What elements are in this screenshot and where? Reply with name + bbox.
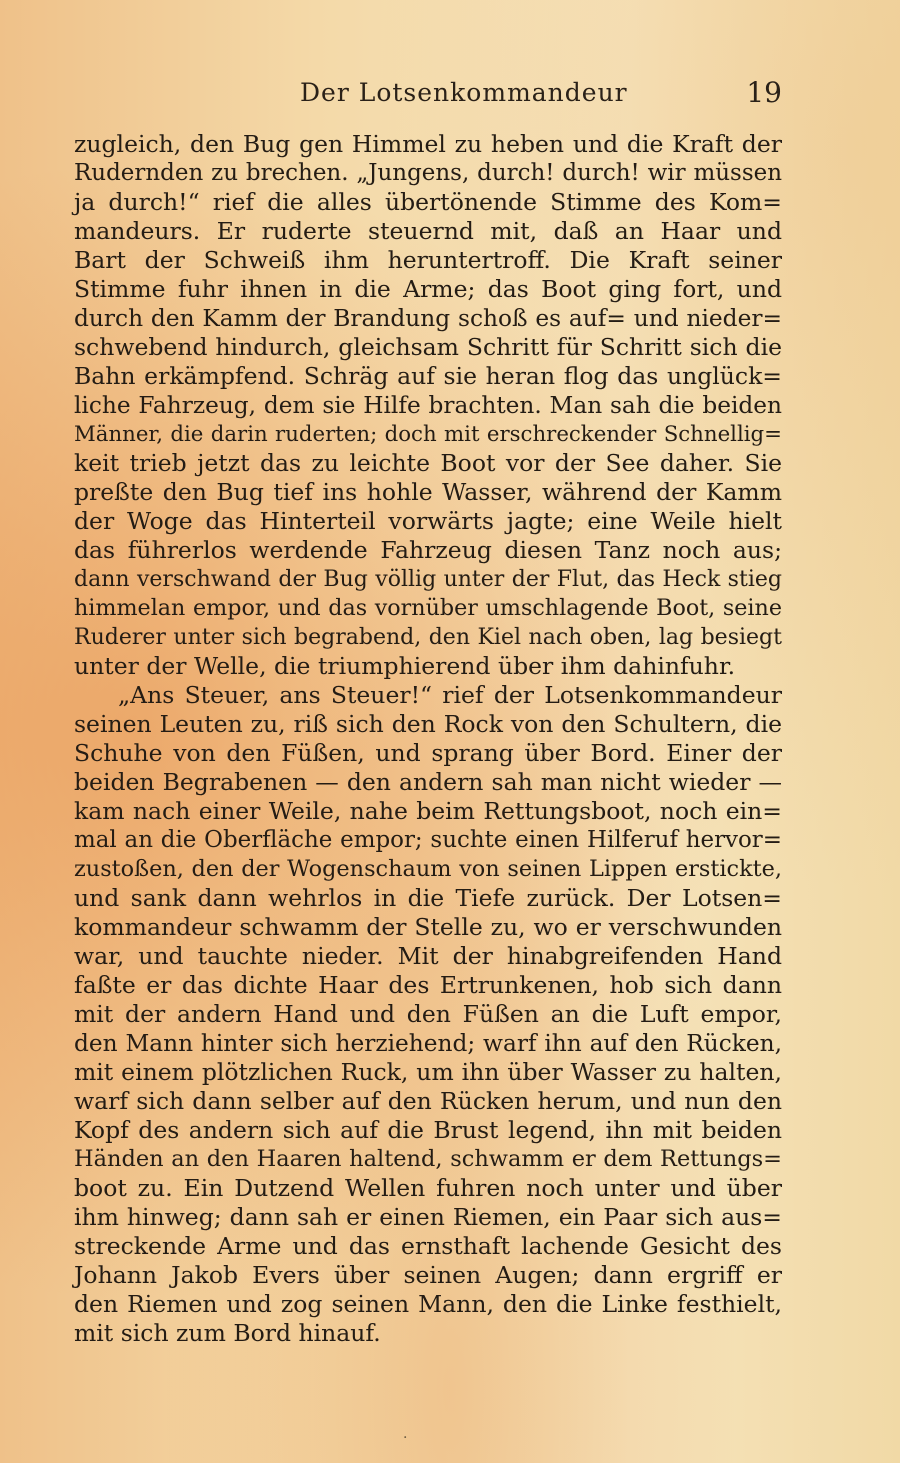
text-line: und sank dann wehrlos in die Tiefe zurück. Der Lotsen= xyxy=(74,884,782,912)
text-line: Ruderer unter sich begrabend, den Kiel nach oben, lag besiegt xyxy=(74,625,782,650)
paragraph-start-line: „Ans Steuer, ans Steuer!“ rief der Lotsenkommandeur xyxy=(118,681,782,709)
text-line: streckende Arme und das ernsthaft lachende Gesicht des xyxy=(74,1232,782,1260)
text-line: mit einem plötzlichen Ruck, um ihn über Wasser zu halten, xyxy=(74,1058,782,1086)
text-line: ja durch!“ rief die alles übertönende Stimme des Kom= xyxy=(74,188,782,216)
text-line: Bart der Schweiß ihm heruntertroff. Die Kraft seiner xyxy=(74,246,782,274)
text-line: Bahn erkämpfend. Schräg auf sie heran flog das unglück= xyxy=(74,362,782,390)
text-line: Rudernden zu brechen. „Jungens, durch! durch! wir müssen xyxy=(74,160,782,186)
text-line: warf sich dann selber auf den Rücken herum, und nun den xyxy=(74,1087,782,1115)
text-line: himmelan empor, und das vornüber umschlagende Boot, seine xyxy=(74,595,782,621)
text-line: der Woge das Hinterteil vorwärts jagte; eine Weile hielt xyxy=(74,507,782,535)
text-line: schwebend hindurch, gleichsam Schritt für Schritt sich die xyxy=(74,333,782,361)
text-line: Johann Jakob Evers über seinen Augen; dann ergriff er xyxy=(74,1261,782,1289)
page-number: 19 xyxy=(746,76,782,109)
text-line: dann verschwand der Bug völlig unter der Flut, das Heck stieg xyxy=(74,567,782,592)
running-title: Der Lotsenkommandeur xyxy=(300,78,628,107)
text-line: Händen an den Haaren haltend, schwamm er dem Rettungs= xyxy=(74,1146,782,1172)
text-line: boot zu. Ein Dutzend Wellen fuhren noch unter und über xyxy=(74,1174,782,1202)
text-line: faßte er das dichte Haar des Ertrunkenen, hob sich dann xyxy=(74,971,782,999)
text-line: beiden Begrabenen — den andern sah man nicht wieder — xyxy=(74,768,782,796)
text-line: durch den Kamm der Brandung schoß es auf= und nieder= xyxy=(74,305,782,332)
text-line: Männer, die darin ruderten; doch mit erschreckender Schnellig= xyxy=(74,422,782,447)
text-line: mit der andern Hand und den Füßen an die Luft empor, xyxy=(74,1000,782,1028)
paragraph-end-line: unter der Welle, die triumphierend über ihm dahinfuhr. xyxy=(74,652,736,680)
text-line: kam nach einer Weile, nahe beim Rettungsboot, noch ein= xyxy=(74,797,782,825)
text-line: Kopf des andern sich auf die Brust legend, ihn mit beiden xyxy=(74,1116,782,1144)
text-line: keit trieb jetzt das zu leichte Boot vor der See daher. Sie xyxy=(74,449,782,477)
text-line: Stimme fuhr ihnen in die Arme; das Boot ging fort, und xyxy=(74,275,782,303)
body-text xyxy=(74,130,782,1348)
text-line: preßte den Bug tief ins hohle Wasser, während der Kamm xyxy=(74,478,782,506)
text-line: Schuhe von den Füßen, und sprang über Bord. Einer der xyxy=(74,739,782,767)
text-line: mandeurs. Er ruderte steuernd mit, daß an Haar und xyxy=(74,217,782,245)
paper-speck: · xyxy=(403,1430,408,1446)
text-line: war, und tauchte nieder. Mit der hinabgreifenden Hand xyxy=(74,942,782,970)
text-line: seinen Leuten zu, riß sich den Rock von den Schultern, die xyxy=(74,710,782,738)
text-line: zugleich, den Bug gen Himmel zu heben und die Kraft der xyxy=(74,130,782,158)
text-line: zustoßen, den der Wogenschaum von seinen Lippen erstickte, xyxy=(74,856,782,882)
text-line: kommandeur schwamm der Stelle zu, wo er verschwunden xyxy=(74,913,782,941)
text-line: liche Fahrzeug, dem sie Hilfe brachten. Man sah die beiden xyxy=(74,392,782,419)
text-line: den Riemen und zog seinen Mann, den die Linke festhielt, xyxy=(74,1290,782,1318)
text-line: ihm hinweg; dann sah er einen Riemen, ein Paar sich aus= xyxy=(74,1203,782,1231)
text-line: das führerlos werdende Fahrzeug diesen Tanz noch aus; xyxy=(74,536,782,564)
paragraph-end-line: mit sich zum Bord hinauf. xyxy=(74,1319,381,1347)
text-line: mal an die Oberfläche empor; suchte einen Hilferuf hervor= xyxy=(74,827,782,853)
text-line: den Mann hinter sich herziehend; warf ihn auf den Rücken, xyxy=(74,1030,782,1057)
